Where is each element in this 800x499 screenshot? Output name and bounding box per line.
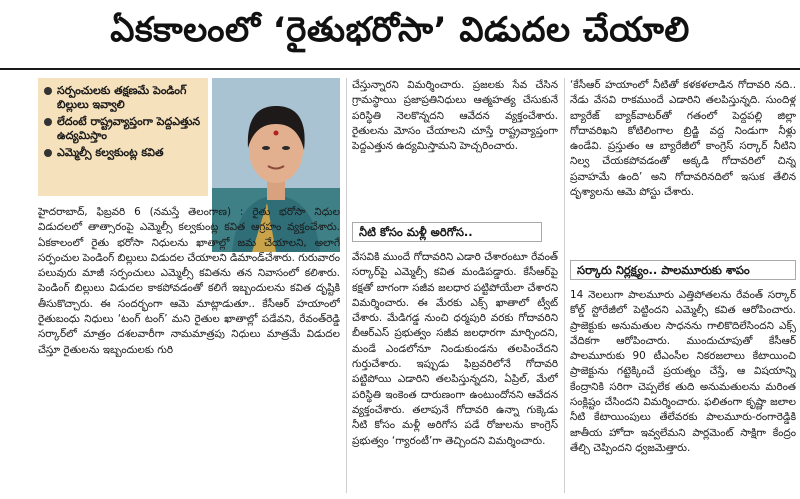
column-2-text-top: చేస్తున్నారని విమర్శించారు. ప్రజలకు సేవ చేసిన గ్రామస్థాయి ప్రజాప్రతినిధులు ఆత్మహత్య చేసుకునే పరిస్థితి నెలకొన్నదని ఆవేదన వ్యక్తంచేశారు. రైతులను మోసం చేయాలని చూస్తే రాష్ట్రవ్యాప్తంగా పెద్దఎత్తున ఉద్యమిస్తామని హెచ్చరించారు.: [352, 79, 558, 153]
column-1-text: హైదరాబాద్, ఫిబ్రవరి 6 (నమస్తే తెలంగాణ) : రైతు భరోసా నిధుల విడుదలలో తాత్సారంపై ఎమ్మెల్సీ కల్వకుంట్ల కవిత ఆగ్రహం వ్యక్తంచేశారు. ఏకకాలంలో రైతు భరోసా నిధులను ఖాతాల్లో జమ చేయాలని, అలాగే సర్పంచుల పెండింగ్ బిల్లులు విడుదల చేయాలని డిమాండ్‌చేశారు. గురువారం పలువురు మాజీ సర్పంచులు ఎమ్మెల్సీ కవితను తన నివాసంలో కలిశారు. పెండింగ్ బిల్లులు విడుదల కాకపోవడంతో కలిగే ఇబ్బందులను కవిత దృష్టికి తీసుకొచ్చారు. ఈ సందర్భంగా ఆమె మాట్లాడుతూ.. కేసీఆర్ హయాంలో రైతుబంధు నిధులు ‘టంగ్ టంగ్’ మని రైతుల ఖాతాల్లో పడేవని, రేవంత్‌రెడ్డి సర్కార్‌లో మాత్రం దశలవారీగా నామమాత్రపు నిధులు మాత్రమే విడుదల చేస్తూ రైతులను ఇబ్బందులకు గురి: [38, 206, 340, 356]
highlight-item: [44, 115, 202, 143]
highlight-item: [44, 84, 202, 112]
highlights-box: [38, 78, 208, 196]
column-2-text-bottom: వేసవికి ముందే గోదావరిని ఎడారి చేశారంటూ రేవంత్ సర్కార్‌పై ఎమ్మెల్సీ కవిత మండిపడ్డారు. కేసీఆర్‌పై కక్షతో బాగంగా సజీవ జలధార పట్టిపోయేలా చేశారని విమర్శించారు. ఈ మేరకు ఎక్స్ ఖాతాలో ట్వీట్ చేశారు. మేడిగడ్డ నుంచి ధర్మపురి వరకు గోదావరిని బీఆర్ఎస్ ప్రభుత్వం సజీవ జలధారగా మార్చిందని, మండే ఎండలోనూ నిండుకుండను తలపించేదని గుర్తుచేశారు. ఇప్పుడు ఫిబ్రవరిలోనే గోదావరి పట్టిపోయి ఎడారిని తలపిస్తున్నదని, ఏప్రిల్, మేలో పరిస్థితి ఇంకెంత దారుణంగా ఉంటుందోనని ఆవేదన వ్యక్తంచేశారు. తలాపునే గోదావరి ఉన్నా గుక్కెడు నీటి కోసం మళ్లీ అరిగోస పడే రోజులను కాంగ్రెస్ ప్రభుత్వం ‘గ్యారంటీ’గా తెచ్చిందని విమర్శించారు.: [352, 251, 558, 447]
subhead-water: నీటి కోసం మళ్లీ అరిగోస..: [352, 222, 542, 242]
bullet-icon: [44, 149, 52, 157]
column-3-text-bottom: 14 నెలలుగా పాలమూరు ఎత్తిపోతలను రేవంత్ సర్కార్ కోల్డ్ స్టోరేజీలో పెట్టిందని ఎమ్మెల్సీ కవిత ఆరోపించారు. ప్రాజెక్టుకు అనుమతుల సాధనను గాలికొదిలేసిందని ఎక్స్ వేదికగా ఆరోపించారు. ముందుచూపుతో కేసీఆర్ పాలమూరుకు 90 టీఎంసీల నికరజలాలు కేటాయించి ప్రాజెక్టును గట్టెక్కించే ప్రయత్నం చేస్తే, ఆ విషయాన్ని కేంద్రానికి సరిగా చెప్పలేక తుది అనుమతులను మరింత సంక్లిష్టం చేసిందని విమర్శించారు. ఫలితంగా కృష్ణా జలాల నీటి కేటాయింపులు తేలేవరకు పాలమూరు-రంగారెడ్డికి జాతీయ హోదా ఇవ్వలేమని పార్లమెంట్ సాక్షిగా కేంద్రం తేల్చి చెప్పిందని ధ్వజమెత్తారు.: [570, 289, 796, 454]
highlight-text: ఎమ్మెల్సీ కల్వకుంట్ల కవిత: [57, 146, 164, 159]
highlight-text: లేదంటే రాష్ట్రవ్యాప్తంగా పెద్దఎత్తున ఉద్యమిస్తాం: [57, 115, 201, 142]
highlight-text: సర్పంచులకు తక్షణమే పెండింగ్ బిల్లులు ఇవ్వాలి: [57, 84, 187, 111]
bullet-icon: [44, 87, 52, 95]
bullet-icon: [44, 118, 52, 126]
column-divider: [564, 78, 565, 493]
column-divider: [346, 78, 347, 493]
headline: ఏకకాలంలో ‘రైతుభరోసా’ విడుదల చేయాలి: [0, 0, 800, 70]
subhead-palamuru: సర్కారు నిర్లక్ష్యం.. పాలమూరుకు శాపం: [570, 260, 796, 280]
column-3-text-top: ‘కేసీఆర్ హయాంలో నీటితో కళకళలాడిన గోదావరి నది.. నేడు వేసవి రాకముందే ఎడారిని తలపిస్తున్నది. సుందిళ్ల బ్యారేజ్ బ్యాక్‌వాటర్‌తో గతంలో పెద్దపల్లి జిల్లా గోదావరిఖని కోటిలింగాల బ్రిడ్జి వద్ద నిండుగా నీళ్లు ఉండేవి. ప్రస్తుతం ఆ బ్యారేజీలో కాంగ్రెస్ సర్కార్ నీటిని నిల్వ చేయకపోవడంతో అక్కడి గోదావరిలో చిన్న ప్రవాహమే ఉంది’ అని గోదావరినదిలో ఇసుక తేలిన దృశ్యాలను ఆమె పోస్టు చేశారు.: [570, 79, 796, 199]
highlight-item: [44, 146, 202, 160]
